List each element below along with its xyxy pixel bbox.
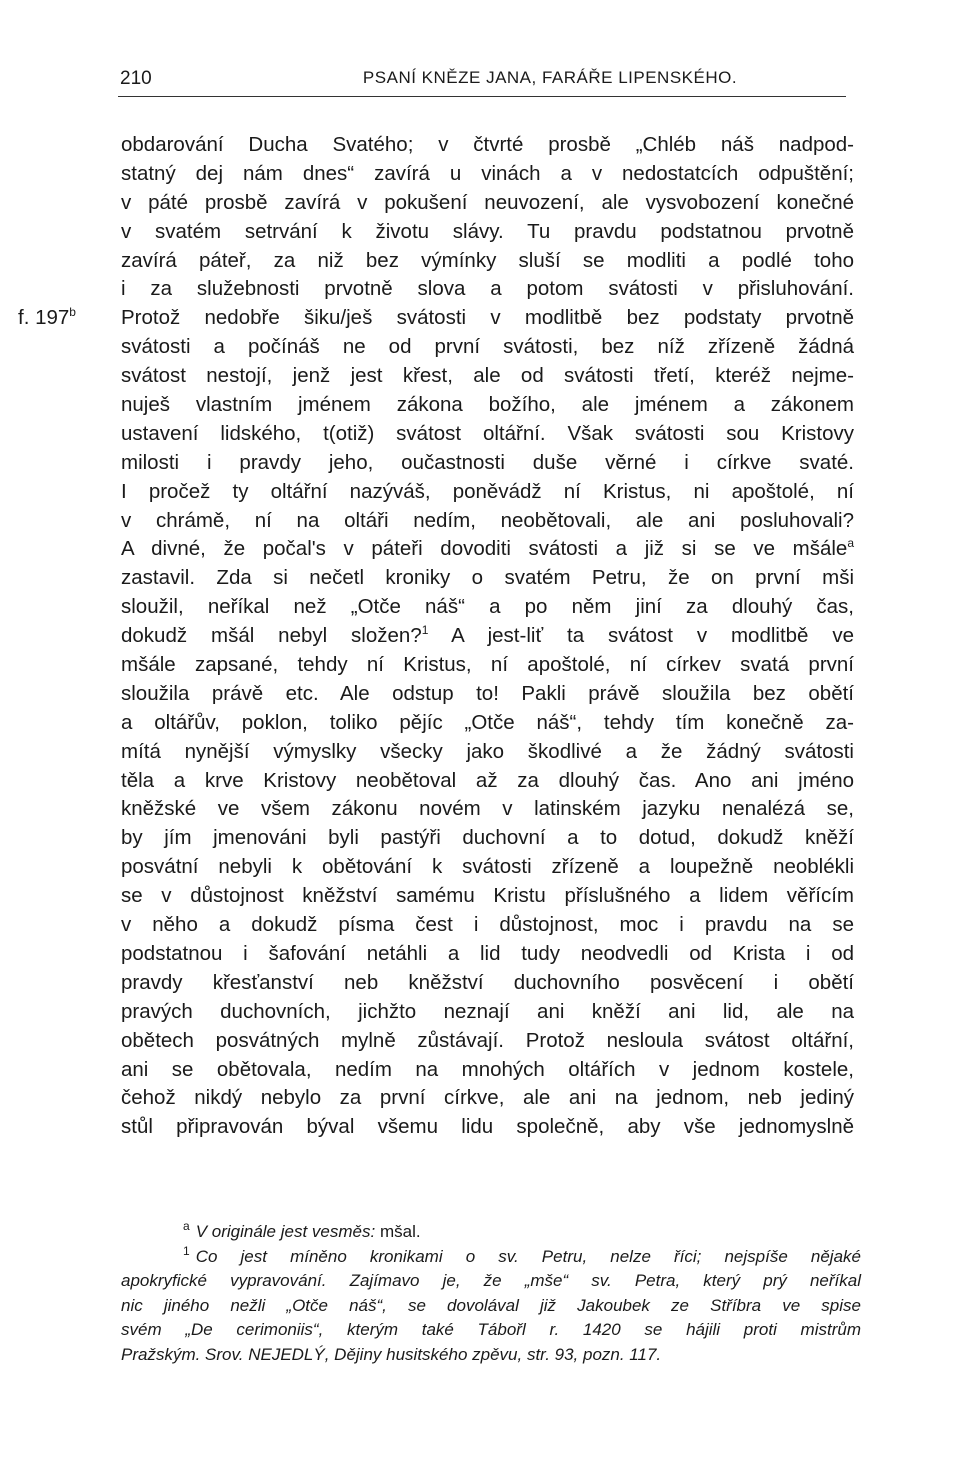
folio-label: f. 197: [18, 306, 70, 330]
text-line: čehož nikdý nebylo za první církve, ale ani na jednom, neb jediný: [121, 1086, 854, 1110]
footnote-mark-1: 1: [183, 1243, 190, 1258]
text-line: svátosti a počínáš ne od první svátosti, bez níž zřízeně žádná: [121, 335, 854, 359]
text-line: zavírá páteř, za niž bez výmínky sluší se modliti a podlé toho: [121, 248, 854, 272]
text-line: kněžské ve všem zákonu novém v latinském jazyku nenalézá se,: [121, 797, 854, 821]
footnote-a-upright: mšal.: [379, 1222, 421, 1241]
text-line: pravých duchovních, jichžto neznají ani kněží ani lid, ale na: [121, 999, 854, 1023]
text-line: i za služebnosti prvotně slova a potom svátosti v přisluhování.: [121, 277, 854, 301]
folio-sup: b: [69, 305, 76, 320]
footnote-ref-a: a: [847, 536, 854, 551]
footnote-1-line: [121, 1245, 861, 1270]
page-number: 210: [120, 68, 152, 89]
text-line: v něho a dokudž písma čest i důstojnost, moc i pravdu na se: [121, 913, 854, 937]
running-title: PSANÍ KNĚZE JANA, FARÁŘE LIPENSKÉHO.: [362, 68, 738, 87]
text-line: zastavil. Zda si nečetl kroniky o svatém Petru, že on první mši: [121, 566, 854, 590]
text-line: v páté prosbě zavírá v pokušení neuvození, ale vysvobození konečné: [121, 190, 854, 214]
footnote-a: [121, 1220, 861, 1245]
text-line: svátost nestojí, jenž jest křest, ale od svátosti třetí, kteréž nejme-: [121, 364, 854, 388]
text-line: [121, 622, 854, 651]
text-line-content: A divné, že počal's v páteři dovoditi svátosti a již si se ve mšále: [121, 537, 848, 561]
footnote-1-line: nic jiného nežli „Otče náš“, se dovolával již Jakoubek ze Stříbra ve spise: [121, 1295, 861, 1315]
text-line: v svatém setrvání k životu slávy. Tu pravdu podstatnou prvotně: [121, 219, 854, 243]
text-line-with-margin-note: [18, 304, 854, 333]
text-line: I pročež ty oltářní nazýváš, poněvádž ní Kristus, ni apoštolé, ní: [121, 479, 854, 503]
text-line: se v důstojnost kněžství samému Kristu příslušného a lidem věřícím: [121, 884, 854, 908]
text-line: nuješ vlastním jménem zákona božího, ale jménem a zákonem: [121, 393, 854, 417]
footnote-1-text: Co jest míněno kronikami o sv. Petru, nelze říci; nejspíše nějaké: [195, 1246, 861, 1266]
text-line: mšále zapsané, tehdy ní Kristus, ní apoštolé, ní církev svatá první: [121, 653, 854, 677]
text-line: podstatnou i šafování netáhli a lid tudy neodvedli od Krista i od: [121, 941, 854, 965]
footnotes: [121, 1220, 861, 1367]
header-rule: [118, 96, 846, 97]
text-line: posvátní nebyli k obětování k svátosti zřízeně a loupežně neoblékli: [121, 855, 854, 879]
text-line: mítá nynější výmyslky všecky jako škodlivé a že žádný svátosti: [121, 739, 854, 763]
footnote-1-line: apokryfické vypravování. Zajímavo je, že „mše“ sv. Petra, který prý neříkal: [121, 1271, 861, 1290]
body-text: [18, 131, 854, 1142]
text-line: milosti i pravdy jeho, oučastnosti duše věrné i církve svaté.: [121, 450, 854, 474]
folio-margin-note: [18, 304, 76, 333]
text-line: obdarování Ducha Svatého; v čtvrté prosbě „Chléb náš nadpod-: [121, 133, 854, 156]
text-line: statný dej nám dnes“ zavírá u vinách a v nedostatcích odpuštění;: [121, 161, 854, 185]
text-line: pravdy křesťanství neb kněžství duchovního posvěcení i obětí: [121, 970, 854, 994]
text-line: by jím jmenováni byli pastýři duchovní a to dotud, dokudž kněží: [121, 826, 854, 850]
footnote-1-line: svém „De cerimoniis“, kterým také Tábořl r. 1420 se hájili proti mistrům: [121, 1320, 861, 1339]
text-line-tail: A jest-liť ta svátost v modlitbě ve: [451, 624, 854, 648]
text-line: obětech posvátných mylně zůstávají. Protož nesloula svátost oltářní,: [121, 1028, 854, 1052]
text-line-content: Protož nedobře šiku/ješ svátosti v modlitbě bez podstaty prvotně: [121, 306, 854, 330]
text-line: v chrámě, ní na oltáři nedím, neobětovali, ale ani posluhovali?: [121, 508, 854, 532]
text-line: [121, 535, 854, 564]
footnote-1-line: Pražským. Srov. NEJEDLÝ, Dějiny husitského zpěvu, str. 93, pozn. 117.: [121, 1344, 662, 1364]
text-line: ani se obětovala, nedím na mnohých oltářích v jednom kostele,: [121, 1057, 854, 1081]
footnote-mark-a: a: [183, 1219, 190, 1234]
text-line: sloužil, neříkal než „Otče náš“ a po něm jiní za dlouhý čas,: [121, 595, 854, 619]
text-line: a oltářův, poklon, toliko pějíc „Otče náš“, tehdy tím konečně za-: [121, 710, 854, 734]
text-line-content: dokudž mšál nebyl složen?: [121, 624, 422, 648]
text-line: ustavení lidského, t(otiž) svátost oltářní. Však svátosti sou Kristovy: [121, 421, 854, 445]
text-line: sloužila právě etc. Ale odstup to! Pakli právě sloužila bez obětí: [121, 681, 854, 705]
footnote-a-italic: V originále jest vesměs:: [195, 1222, 376, 1241]
text-line: těla a krve Kristovy neobětoval až za dlouhý čas. Ano ani jméno: [121, 768, 854, 792]
footnote-ref-1: 1: [421, 623, 429, 638]
text-line: stůl připravován býval všemu lidu společně, aby vše jednomyslně: [121, 1115, 854, 1139]
